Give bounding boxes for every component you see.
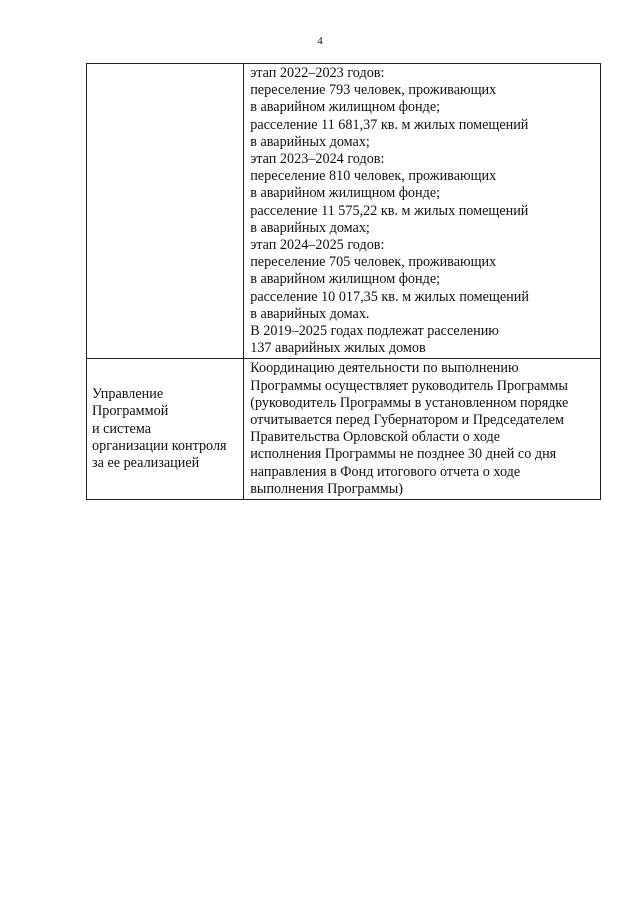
text-line: В 2019–2025 годах подлежат расселению [250, 323, 499, 340]
text-line: Координацию деятельности по выполнению [250, 360, 519, 377]
text-line: этап 2024–2025 годов: [250, 237, 385, 254]
text-line: этап 2022–2023 годов: [250, 65, 385, 81]
table-row-stages [87, 64, 601, 359]
label-line: Программой [92, 403, 169, 420]
page-number: 4 [317, 35, 323, 47]
program-table [86, 63, 601, 500]
table-cell-stages-content [244, 64, 601, 359]
table-row-management [87, 359, 601, 500]
text-line: в аварийных домах; [250, 133, 370, 150]
text-line: расселение 11 681,37 кв. м жилых помещений [250, 116, 529, 133]
text-line: Программы осуществляет руководитель Программы [250, 377, 568, 394]
table-cell-label [87, 64, 244, 359]
table-cell-management-content [244, 359, 601, 500]
text-line: в аварийном жилищном фонде; [250, 185, 441, 202]
text-line: выполнения Программы) [250, 480, 404, 497]
text-line: расселение 10 017,35 кв. м жилых помещений [250, 288, 529, 305]
text-line: переселение 705 человек, проживающих [250, 254, 497, 271]
label-line: за ее реализацией [92, 455, 200, 472]
table-cell-label [87, 359, 244, 500]
label-line: и система [92, 420, 152, 437]
text-line: в аварийном жилищном фонде; [250, 271, 441, 288]
text-line: переселение 793 человек, проживающих [250, 82, 497, 99]
text-line: в аварийных домах. [250, 305, 370, 322]
text-line: этап 2023–2024 годов: [250, 151, 385, 168]
text-line: Правительства Орловской области о ходе [250, 429, 501, 446]
text-line: расселение 11 575,22 кв. м жилых помещений [250, 202, 529, 219]
text-line: переселение 810 человек, проживающих [250, 168, 497, 185]
text-line: направления в Фонд итогового отчета о ходе [250, 463, 521, 480]
text-line: 137 аварийных жилых домов [250, 340, 426, 357]
text-line: в аварийных домах; [250, 219, 370, 236]
label-line: организации контроля [92, 437, 227, 454]
text-line: отчитывается перед Губернатором и Председателем [250, 412, 564, 429]
text-line: (руководитель Программы в установленном порядке [250, 394, 569, 411]
text-line: исполнения Программы не позднее 30 дней со дня [250, 446, 557, 463]
label-line: Управление [92, 386, 164, 403]
text-line: в аварийном жилищном фонде; [250, 99, 441, 116]
